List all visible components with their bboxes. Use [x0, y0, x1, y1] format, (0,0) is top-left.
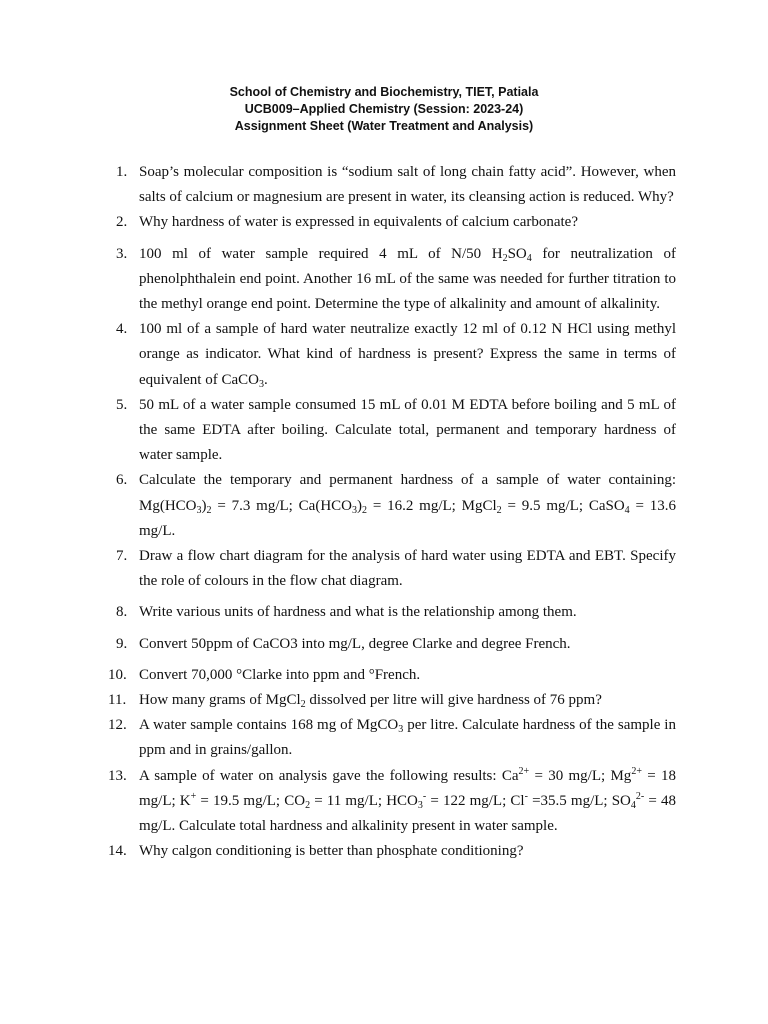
question-text: Why hardness of water is expressed in equivalents of calcium carbonate? — [139, 214, 578, 231]
course-title: UCB009–Applied Chemistry (Session: 2023-24) — [244, 102, 524, 116]
question-text: Draw a flow chart diagram for the analysis of hard water using EDTA and EBT. Specify the role of colours in the flow chat diagram. — [139, 548, 676, 590]
question-14: 14. Why calgon conditioning is better than phosphate conditioning? — [108, 843, 524, 860]
question-4: 4. 100 ml of a sample of hard water neutralize exactly 12 ml of 0.12 N HCl using methyl orange as indicator. What kind of hardness is present? Express the same in terms of equivalent of CaCO$_3$. — [116, 321, 676, 390]
question-9: 9. Convert 50ppm of CaCO3 into mg/L, degree Clarke and degree French. — [116, 635, 571, 652]
question-8: 8. Write various units of hardness and what is the relationship among them. — [116, 604, 577, 621]
question-text: 100 ml of a sample of hard water neutralize exactly 12 ml of 0.12 N HCl using methyl orange as indicator. What kind of hardness is present? Express the same in terms of equivalent of CaCO$_3$. — [139, 321, 676, 390]
question-12: 12. A water sample contains 168 mg of MgCO$_3$ per litre. Calculate hardness of the sample in ppm and in grains/gallon. — [108, 717, 676, 759]
question-3: 3. 100 ml of water sample required 4 mL of N/50 $H_2SO_4$ for neutralization of phenolphthalein end point. Another 16 mL of the same was needed for further titration to the methyl orange end point. Determine the type of alkalinity and amount of alkalinity. — [116, 245, 676, 313]
question-text: Convert 50ppm of CaCO3 into mg/L, degree Clarke and degree French. — [139, 635, 571, 652]
question-text: Calculate the temporary and permanent hardness of a sample of water containing: $Mg(HCO_3)_2 = 7.3$ mg/L; $Ca(HCO_3)_2 = 16.2$ mg/L; MgCl$_2$ = 9.5 mg/L; CaSO$_4$ = 13.6 mg/L. — [139, 472, 677, 539]
question-text: How many grams of MgCl$_2$ dissolved per litre will give hardness of 76 ppm? — [139, 692, 602, 711]
question-13: 13. A sample of water on analysis gave the following results: $Ca^{2+} = 30$ mg/L; $Mg^{2+} = 18$ mg/L; K+ = 19.5 mg/L; $CO_2 = 11$ mg/L; $HCO_3^- = 122$ mg/L; Cl- =35.5 mg/L; $SO_4^{2-} = 48$ mg/L. Calculate total hardness and alkalinity present in water sample. — [108, 765, 676, 835]
question-1: 1. Soap’s molecular composition is “sodium salt of long chain fatty acid”. However, when salts of calcium or magnesium are present in water, its cleansing action is reduced. Why? — [116, 164, 676, 206]
question-10: 10. Convert 70,000 °Clarke into ppm and °French. — [108, 666, 421, 683]
sheet-title: Assignment Sheet (Water Treatment and Analysis) — [234, 119, 534, 133]
question-list — [108, 160, 676, 864]
document-header — [0, 84, 768, 135]
question-text: Write various units of hardness and what is the relationship among them. — [139, 604, 577, 621]
question-text: 50 mL of a water sample consumed 15 mL of 0.01 M EDTA before boiling and 5 mL of the same EDTA after boiling. Calculate total, permanent and temporary hardness of water sample. — [139, 396, 676, 464]
question-11: 11. How many grams of MgCl$_2$ dissolved per litre will give hardness of 76 ppm? — [108, 692, 602, 711]
school-title: School of Chemistry and Biochemistry, TIET, Patiala — [229, 85, 539, 99]
question-text: A water sample contains 168 mg of MgCO$_3$ per litre. Calculate hardness of the sample in ppm and in grains/gallon. — [139, 717, 676, 759]
question-text: Convert 70,000 °Clarke into ppm and °French. — [139, 666, 421, 683]
question-text: 100 ml of water sample required 4 mL of N/50 $H_2SO_4$ for neutralization of phenolphthalein end point. Another 16 mL of the same was needed for further titration to the methyl orange end point. Determine the type of alkalinity and amount of alkalinity. — [139, 245, 676, 313]
question-text: A sample of water on analysis gave the following results: $Ca^{2+} = 30$ mg/L; $Mg^{2+} = 18$ mg/L; K+ = 19.5 mg/L; $CO_2 = 11$ mg/L; $HCO_3^- = 122$ mg/L; Cl- =35.5 mg/L; $SO_4^{2-} = 48$ mg/L. Calculate total hardness and alkalinity present in water sample. — [139, 765, 676, 835]
question-2: 2. Why hardness of water is expressed in equivalents of calcium carbonate? — [116, 214, 578, 231]
question-6: 6. Calculate the temporary and permanent hardness of a sample of water containing: $Mg(HCO_3)_2 = 7.3$ mg/L; $Ca(HCO_3)_2 = 16.2$ mg/L; MgCl$_2$ = 9.5 mg/L; CaSO$_4$ = 13.6 mg/L. — [116, 472, 677, 539]
question-text: Why calgon conditioning is better than phosphate conditioning? — [139, 843, 524, 860]
question-5: 5. 50 mL of a water sample consumed 15 mL of 0.01 M EDTA before boiling and 5 mL of the same EDTA after boiling. Calculate total, permanent and temporary hardness of water sample. — [116, 396, 676, 464]
question-7: 7. Draw a flow chart diagram for the analysis of hard water using EDTA and EBT. Specify the role of colours in the flow chat diagram. — [116, 548, 676, 590]
question-text: Soap’s molecular composition is “sodium salt of long chain fatty acid”. However, when salts of calcium or magnesium are present in water, its cleansing action is reduced. Why? — [139, 164, 676, 206]
